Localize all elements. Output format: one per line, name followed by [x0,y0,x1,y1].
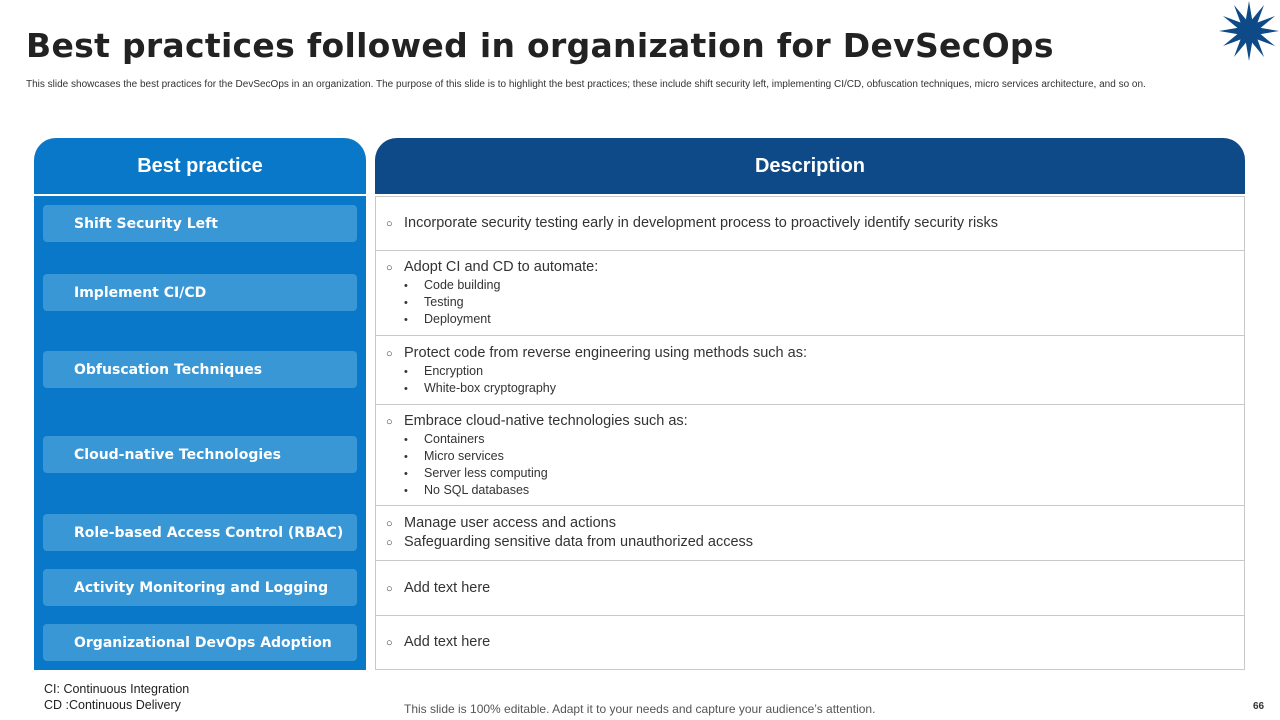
description-sub-text: Deployment [424,312,491,326]
circle-bullet-icon: ○ [386,637,393,649]
circle-bullet-icon: ○ [386,347,393,360]
description-sub-item [386,448,1244,465]
slide-subtitle: This slide showcases the best practices for the DevSecOps in an organization. The purpose of this slide is to highlight the best practices; these include shift security left, implementing CI/CD, obfuscation techniques, micro services architecture, and so on. [26,79,1146,90]
description-sub-item [386,294,1244,311]
description-item [386,633,1244,652]
footnote-cd: CD :Continuous Delivery [44,698,181,712]
page-number: 66 [1253,701,1265,712]
description-row [375,405,1245,506]
dot-bullet-icon: • [404,365,408,378]
description-sub-item [386,311,1244,328]
circle-bullet-icon: ○ [386,518,393,530]
practice-shift-security-left: Shift Security Left [43,205,357,242]
practice-column-header: Best practice [137,154,263,177]
practice-cloud-native-technologies: Cloud-native Technologies [43,436,357,473]
circle-bullet-icon: ○ [386,582,393,595]
description-text: Embrace cloud-native technologies such as: [404,412,688,429]
description-item [386,533,1244,552]
description-item [386,579,1244,598]
dot-bullet-icon: • [404,450,408,463]
dot-bullet-icon: • [404,280,408,292]
description-item [386,412,1244,431]
description-sub-text: Testing [424,295,464,309]
practice-obfuscation-techniques: Obfuscation Techniques [43,351,357,388]
description-item [386,344,1244,363]
practice-implement-ci-cd: Implement CI/CD [43,274,357,311]
description-sub-text: Code building [424,278,501,292]
dot-bullet-icon: • [404,467,408,480]
description-item [386,258,1244,277]
circle-bullet-icon: ○ [386,415,393,428]
description-sub-item [386,465,1244,482]
practice-header-divider [34,194,366,196]
description-text: Safeguarding sensitive data from unauthorized access [404,534,754,550]
dot-bullet-icon: • [404,484,408,497]
description-sub-text: No SQL databases [424,482,530,497]
description-sub-item [386,482,1244,499]
description-text: Add text here [404,579,491,596]
description-row [375,251,1245,336]
description-row [375,336,1245,405]
description-sub-text: Server less computing [424,465,548,480]
description-row [375,196,1245,251]
description-row [375,561,1245,616]
circle-bullet-icon: ○ [386,262,393,274]
description-row [375,616,1245,670]
description-text: Incorporate security testing early in development process to proactively identify security risks [404,215,998,231]
description-item [386,214,1244,233]
practice-rbac: Role-based Access Control (RBAC) [43,514,357,551]
dot-bullet-icon: • [404,314,408,326]
practice-activity-monitoring: Activity Monitoring and Logging [43,569,357,606]
description-sub-text: Containers [424,431,485,446]
footnote-ci: CI: Continuous Integration [44,682,190,696]
practice-devops-adoption: Organizational DevOps Adoption [43,624,357,661]
description-row [375,506,1245,561]
description-sub-item [386,431,1244,448]
dot-bullet-icon: • [404,433,408,446]
description-sub-item [386,363,1244,380]
description-sub-text: Micro services [424,448,504,463]
dot-bullet-icon: • [404,297,408,309]
description-sub-item [386,277,1244,294]
circle-bullet-icon: ○ [386,537,393,549]
description-column-header: Description [375,138,1245,194]
description-text: Manage user access and actions [404,515,616,531]
description-text: Adopt CI and CD to automate: [404,259,599,275]
slide-title: Best practices followed in organization for DevSecOps [26,26,1054,65]
circle-bullet-icon: ○ [386,218,393,230]
star-burst-icon [1218,0,1280,62]
description-item [386,514,1244,533]
editable-note: This slide is 100% editable. Adapt it to your needs and capture your audience’s attention. [404,702,876,716]
dot-bullet-icon: • [404,382,408,395]
description-sub-item [386,380,1244,397]
description-sub-text: White-box cryptography [424,380,557,395]
description-sub-text: Encryption [424,363,484,378]
description-text: Protect code from reverse engineering using methods such as: [404,344,807,361]
description-text: Add text here [404,634,491,650]
